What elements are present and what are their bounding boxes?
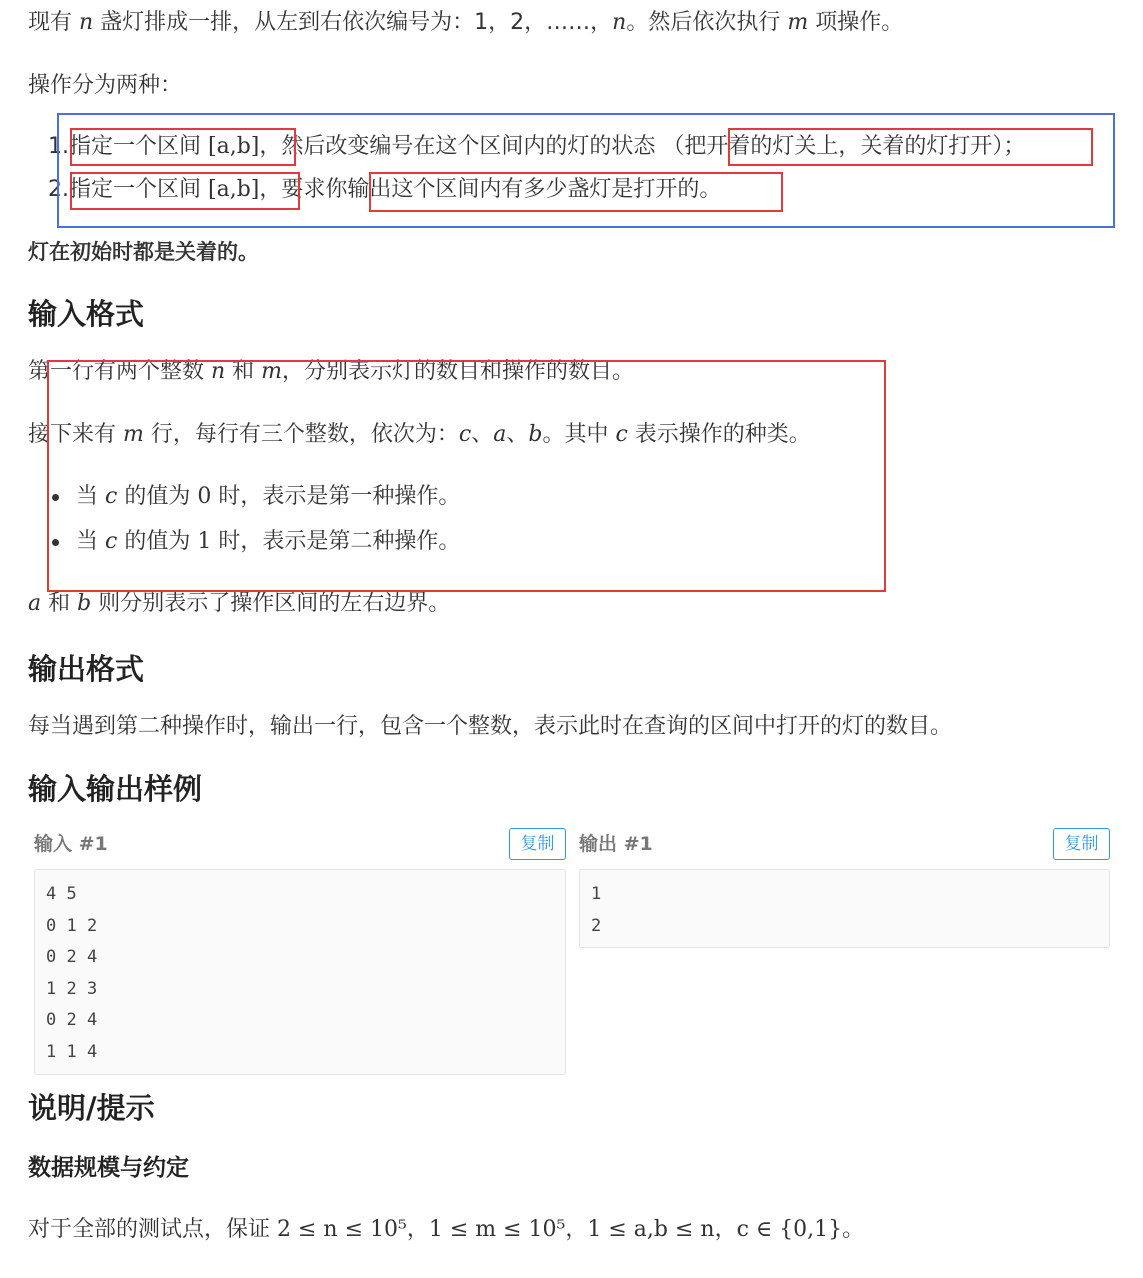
hints-heading: 说明/提示: [28, 1091, 155, 1125]
output-format-heading: 输出格式: [28, 652, 145, 686]
input-line-1: 第一行有两个整数 n 和 m，分别表示灯的数目和操作的数目。: [28, 359, 635, 384]
bullet-item-2: 当 c 的值为 1 时，表示是第二种操作。: [76, 529, 461, 554]
data-scale-heading: 数据规模与约定: [28, 1155, 189, 1181]
sample-output-box: [579, 869, 1110, 948]
sample-input-title: 输入 #1: [34, 833, 108, 855]
bullet-dot: [52, 494, 59, 501]
op1-item: 1.指定一个区间 [a,b]，然后改变编号在这个区间内的灯的状态 （把开着的灯关上，关着的灯打开）；: [48, 134, 1026, 159]
ops-heading: 操作分为两种：: [28, 73, 183, 98]
copy-output-button[interactable]: 复制: [1053, 828, 1110, 860]
sample-input-code: 4 5 0 1 2 0 2 4 1 2 3 0 2 4 1 1 4: [46, 884, 98, 1062]
samples-heading: 输入输出样例: [28, 772, 203, 806]
constraints-text: 对于全部的测试点，保证 2 ≤ n ≤ 10⁵，1 ≤ m ≤ 10⁵，1 ≤ a,b ≤ n，c ∈ {0,1}。: [28, 1217, 865, 1242]
operations-highlight-box: [57, 113, 1115, 228]
op2-item: 2.指定一个区间 [a,b]，要求你输出这个区间内有多少盏灯是打开的。: [48, 177, 722, 202]
sample-output-code: 1 2: [591, 884, 602, 936]
input-format-highlight: [47, 360, 886, 592]
sample-output-title: 输出 #1: [579, 833, 653, 855]
bullet-dot: [52, 539, 59, 546]
initial-state-text: 灯在初始时都是关着的。: [28, 240, 259, 264]
copy-input-button[interactable]: 复制: [509, 828, 566, 860]
sample-input-box: [34, 869, 566, 1075]
input-line-2: 接下来有 m 行，每行有三个整数，依次为：c、a、b。其中 c 表示操作的种类。: [28, 422, 811, 447]
output-format-text: 每当遇到第二种操作时，输出一行，包含一个整数，表示此时在查询的区间中打开的灯的数目。: [28, 714, 953, 739]
bullet-item-1: 当 c 的值为 0 时，表示是第一种操作。: [76, 484, 461, 509]
intro-text: 现有 n 盏灯排成一排，从左到右依次编号为：1，2，……，n。然后依次执行 m 项操作。: [28, 10, 904, 35]
input-line-3: a 和 b 则分别表示了操作区间的左右边界。: [28, 591, 451, 616]
input-format-heading: 输入格式: [28, 297, 145, 331]
